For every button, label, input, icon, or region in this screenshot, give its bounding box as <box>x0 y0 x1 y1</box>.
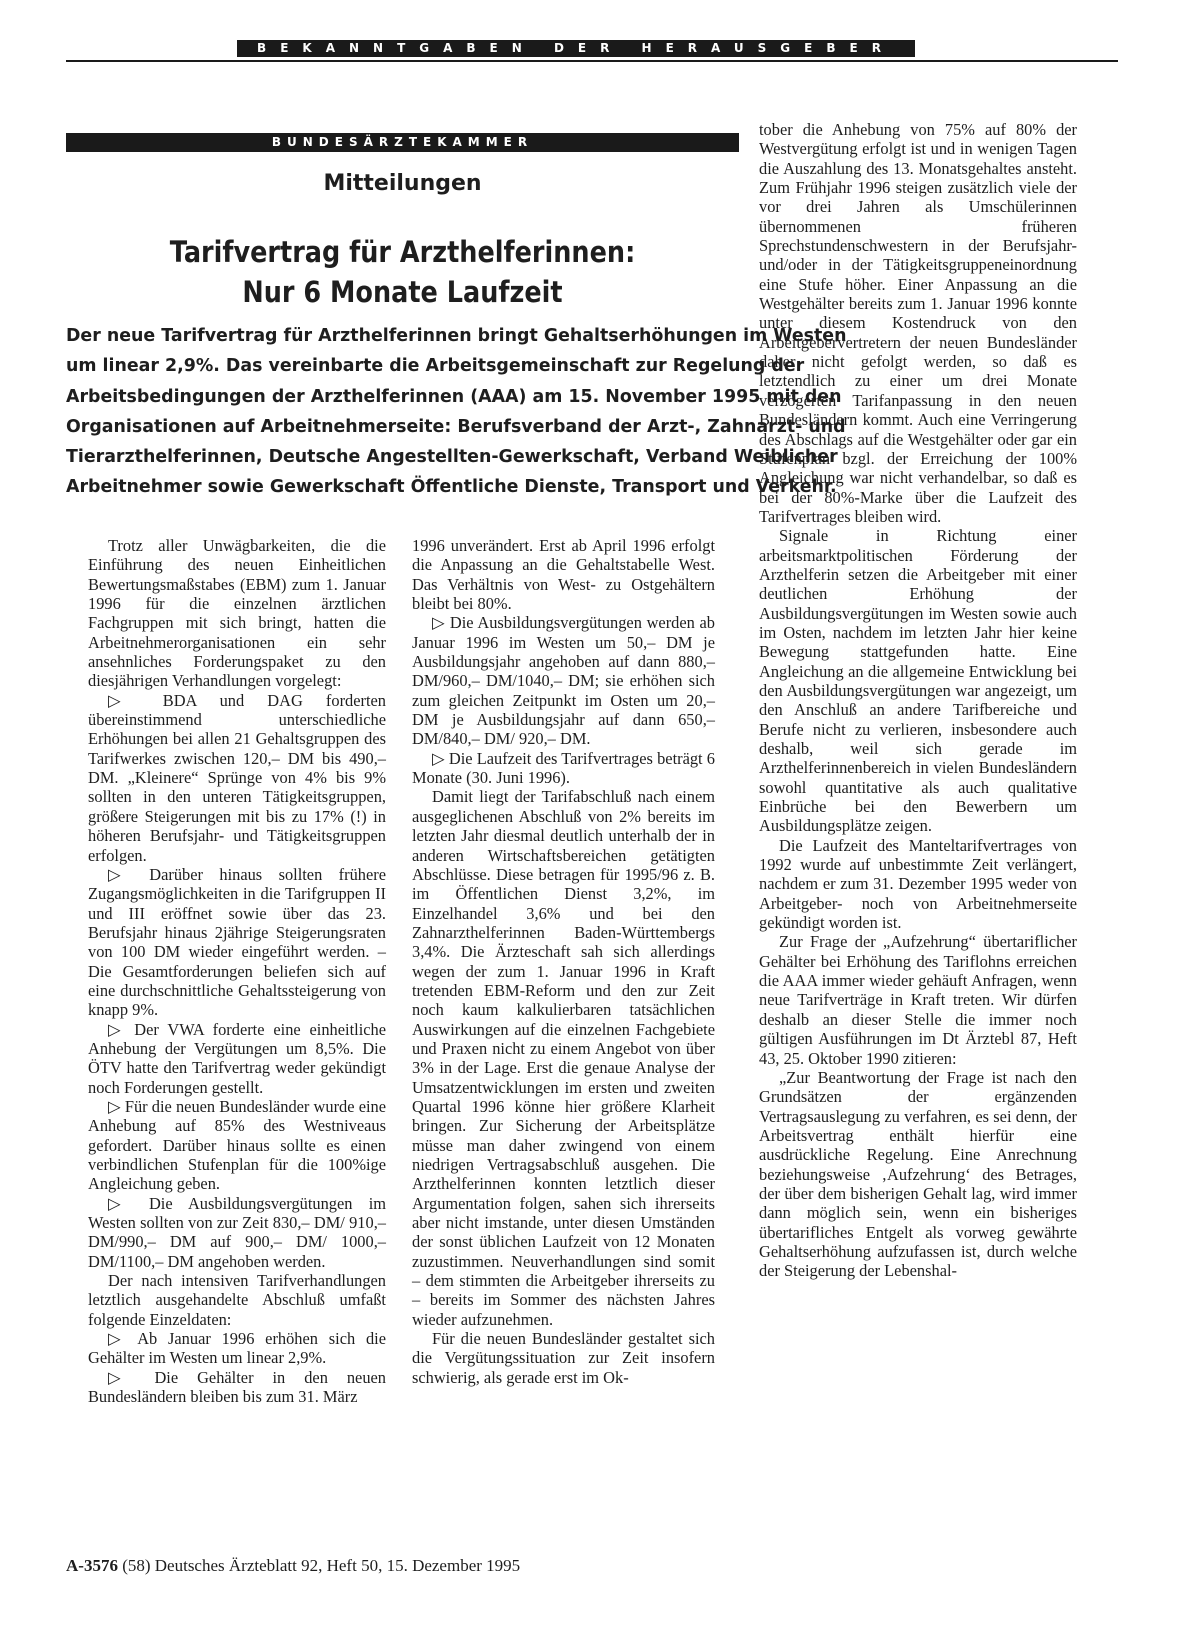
lead-line: Tierarzthelferinnen, Deutsche Angestellten-Gewerkschaft, Verband Weiblicher <box>66 447 838 468</box>
paragraph: tober die Anhebung von 75% auf 80% der Westvergütung erfolgt ist und in wenigen Tagen die Auszahlung des 13. Monatsgehaltes ansteht. Zum Frühjahr 1996 steigen zusätzlich viele der vor drei Jahren als Umschülerinnen übernommenen früheren Sprechstundenschwestern in der Berufsjahr- und/oder in der Tätigkeitsgruppeneinordnung eine Stufe höher. Einer Anpassung an die Westgehälter bereits zum 1. Januar 1996 konnte unter diesem Kostendruck von den Arbeitgebervertretern der neuen Bundesländer daher nicht gefolgt werden, so daß es letztendlich zu einer um drei Monate verzögerten Tarifanpassung in den neuen Bundesländern kommt. Auch eine Verringerung des Abschlags auf die Westgehälter oder gar ein Stufenplan bzgl. der Erreichung der 100% Angleichung war nicht verhandelbar, so daß es bei der 80%-Marke über die Laufzeit des Tarifvertrages bleiben wird. <box>759 120 1077 526</box>
paragraph: ▷ Die Laufzeit des Tarifvertrages beträgt 6 Monate (30. Juni 1996). <box>412 748 715 788</box>
publisher-banner: BEKANNTGABEN DER HERAUSGEBER <box>237 40 915 57</box>
body-column-3 <box>759 120 1077 1281</box>
paragraph: Damit liegt der Tarifabschluß nach einem ausgeglichenen Abschluß von 2% bereits im letzten Jahr diesmal deutlich unterhalb der in anderen Wirtschaftsbereichen getätigten Abschlüsse. Diese betragen für 1995/96 z. B. im Öffentlichen Dienst 3,2%, im Einzelhandel 3,6% und bei den Zahnarzthelferinnen Baden-Württembergs 3,4%. Die Ärzteschaft sah sich allerdings wegen der zum 1. Januar 1996 in Kraft tretenden EBM-Reform und den zur Zeit noch kaum kalkulierbaren tatsächlichen Auswirkungen auf die einzelnen Fachgebiete und Praxen nicht zu einem Angebot von über 3% in der Lage. Erst die genaue Analyse der Umsatzentwicklungen im ersten und zweiten Quartal 1996 könne hier größere Klarheit bringen. Zur Sicherung der Arbeitsplätze müsse man daher zwingend von einem niedrigen Vertragsabschluß ausgehen. Die Arzthelferinnen konnten letztlich dieser Argumentation folgen, sahen sich ihrerseits aber nicht imstande, unter diesen Umständen der sonst üblichen Laufzeit von 12 Monaten zuzustimmen. Neuverhandlungen sind somit – dem stimmten die Arbeitgeber ihrerseits zu – bereits im Sommer des nächsten Jahres wieder aufzunehmen. <box>412 787 715 1329</box>
paragraph: ▷ Für die neuen Bundesländer wurde eine Anhebung auf 85% des Westniveaus gefordert. Darüber hinaus sollte es einen verbindlichen Stufenplan für die 100%ige Angleichung geben. <box>88 1096 386 1194</box>
paragraph: ▷ BDA und DAG forderten übereinstimmend unterschiedliche Erhöhungen bei allen 21 Gehaltsgruppen des Tarifwerkes zwischen 120,– DM bis 490,– DM. „Kleinere“ Sprünge von 4% bis 9% sollten in den unteren Tätigkeitsgruppen, größere Steigerungen mit bis zu 17% (!) in höheren Berufsjahr- und Tätigkeitsgruppen erfolgen. <box>88 690 386 865</box>
title-line-2: Nur 6 Monate Laufzeit <box>242 275 563 309</box>
lead-line: um linear 2,9%. Das vereinbarte die Arbeitsgemeinschaft zur Regelung der <box>66 356 805 377</box>
journal-citation: (58) Deutsches Ärzteblatt 92, Heft 50, 15. Dezember 1995 <box>122 1556 521 1575</box>
paragraph: Für die neuen Bundesländer gestaltet sich die Vergütungssituation zur Zeit insofern schwierig, als gerade erst im Ok- <box>412 1329 715 1387</box>
paragraph: Signale in Richtung einer arbeitsmarktpolitischen Förderung der Arzthelferin setzen die Arbeitgeber mit einer deutlichen Erhöhung der Ausbildungsvergütungen im Westen sowie auch im Osten, nachdem im letzten Jahr hier keine Bewegung stattgefunden hatte. Eine Angleichung an die allgemeine Entwicklung bei den Ausbildungsvergütungen war angezeigt, um den Anschluß an andere Tarifbereiche und Berufe nicht zu verlieren, insbesondere auch deshalb, weil sich gerade im Arzthelferinnenbereich in vielen Bundesländern sowohl quantitative als auch qualitative Einbrüche bei den Bewerbern um Ausbildungsplätze zeigen. <box>759 526 1077 836</box>
paragraph: ▷ Ab Januar 1996 erhöhen sich die Gehälter im Westen um linear 2,9%. <box>88 1329 386 1368</box>
article-lead <box>66 321 847 503</box>
section-banner: BUNDESÄRZTEKAMMER <box>66 133 739 152</box>
body-column-1 <box>88 536 386 1406</box>
lead-line: Der neue Tarifvertrag für Arzthelferinnen bringt Gehaltserhöhungen im Westen <box>66 326 847 346</box>
title-line-1: Tarifvertrag für Arzthelferinnen: <box>169 235 636 269</box>
header-rule <box>66 60 1118 62</box>
paragraph: ▷ Darüber hinaus sollten frühere Zugangsmöglichkeiten in die Tarifgruppen II und III eröffnet sowie über das 23. Berufsjahr hinaus 2jährige Steigerungsraten von 100 DM wieder eingeführt werden. – Die Gesamtforderungen beliefen sich auf eine durchschnittliche Gehaltssteigerung von knapp 9%. <box>88 864 386 1020</box>
page-footer <box>66 1556 520 1576</box>
lead-line: Arbeitnehmer sowie Gewerkschaft Öffentliche Dienste, Transport und Verkehr. <box>66 477 837 498</box>
lead-line: Organisationen auf Arbeitnehmerseite: Berufsverband der Arzt-, Zahnarzt- und <box>66 416 846 437</box>
lead-line: Arbeitsbedingungen der Arzthelferinnen (AAA) am 15. November 1995 mit den <box>66 386 842 407</box>
paragraph: Die Laufzeit des Manteltarifvertrages von 1992 wurde auf unbestimmte Zeit verlängert, nachdem er zum 31. Dezember 1995 weder von Arbeitgeber- noch von Arbeitnehmerseite gekündigt worden ist. <box>759 835 1077 933</box>
paragraph: ▷ Der VWA forderte eine einheitliche Anhebung der Vergütungen um 8,5%. Die ÖTV hatte den Tarifvertrag weder gekündigt noch Forderungen gestellt. <box>88 1019 386 1097</box>
body-column-2 <box>412 536 715 1387</box>
paragraph: Trotz aller Unwägbarkeiten, die die Einführung des neuen Einheitlichen Bewertungsmaßstabes (EBM) zum 1. Januar 1996 für die einzelnen ärztlichen Fachgruppen mit sich bringt, hatten die Arbeitnehmerorganisationen ein sehr ansehnliches Forderungspaket zu den diesjährigen Verhandlungen vorgelegt: <box>88 536 386 691</box>
article-kicker: Mitteilungen <box>323 171 482 196</box>
paragraph: „Zur Beantwortung der Frage ist nach den Grundsätzen der ergänzenden Vertragsauslegung zu verfahren, es sei denn, der Arbeitsvertrag enthält hierfür eine ausdrückliche Regelung. Eine Anrechnung beziehungsweise ‚Aufzehrung‘ des Betrages, der über dem bisherigen Gehalt lag, wird immer dann möglich sein, wenn ein bisheriges übertarifliches Entgelt als vorweg gewährte Gehaltserhöhung aufzufassen ist, durch welche der Steigerung der Lebenshal- <box>759 1067 1077 1281</box>
paragraph: ▷ Die Ausbildungsvergütungen werden ab Januar 1996 im Westen um 50,– DM je Ausbildungsjahr angehoben auf dann 880,– DM/960,– DM/1040,– DM; sie erhöhen sich zum gleichen Zeitpunkt im Osten um 20,– DM je Ausbildungsjahr auf dann 650,– DM/840,– DM/ 920,– DM. <box>412 613 715 749</box>
article-title <box>106 232 698 312</box>
paragraph: Zur Frage der „Aufzehrung“ übertariflicher Gehälter bei Erhöhung des Tariflohns erreichen die AAA immer wieder gehäuft Anfragen, wenn neue Tarifverträge in Kraft treten. Wir dürfen deshalb an dieser Stelle die immer noch gültigen Ausführungen im Dt Ärztebl 87, Heft 43, 25. Oktober 1990 zitieren: <box>759 932 1077 1068</box>
paragraph: Der nach intensiven Tarifverhandlungen letztlich ausgehandelte Abschluß umfaßt folgende Einzeldaten: <box>88 1271 386 1329</box>
page-folio: A-3576 <box>66 1556 118 1575</box>
paragraph: ▷ Die Gehälter in den neuen Bundesländern bleiben bis zum 31. März <box>88 1367 386 1407</box>
paragraph: ▷ Die Ausbildungsvergütungen im Westen sollten von zur Zeit 830,– DM/ 910,– DM/990,– DM auf 900,– DM/ 1000,– DM/1100,– DM angehoben werden. <box>88 1193 386 1271</box>
paragraph: 1996 unverändert. Erst ab April 1996 erfolgt die Anpassung an die Gehaltstabelle West. Das Verhältnis von West- zu Ostgehältern bleibt bei 80%. <box>412 536 715 614</box>
